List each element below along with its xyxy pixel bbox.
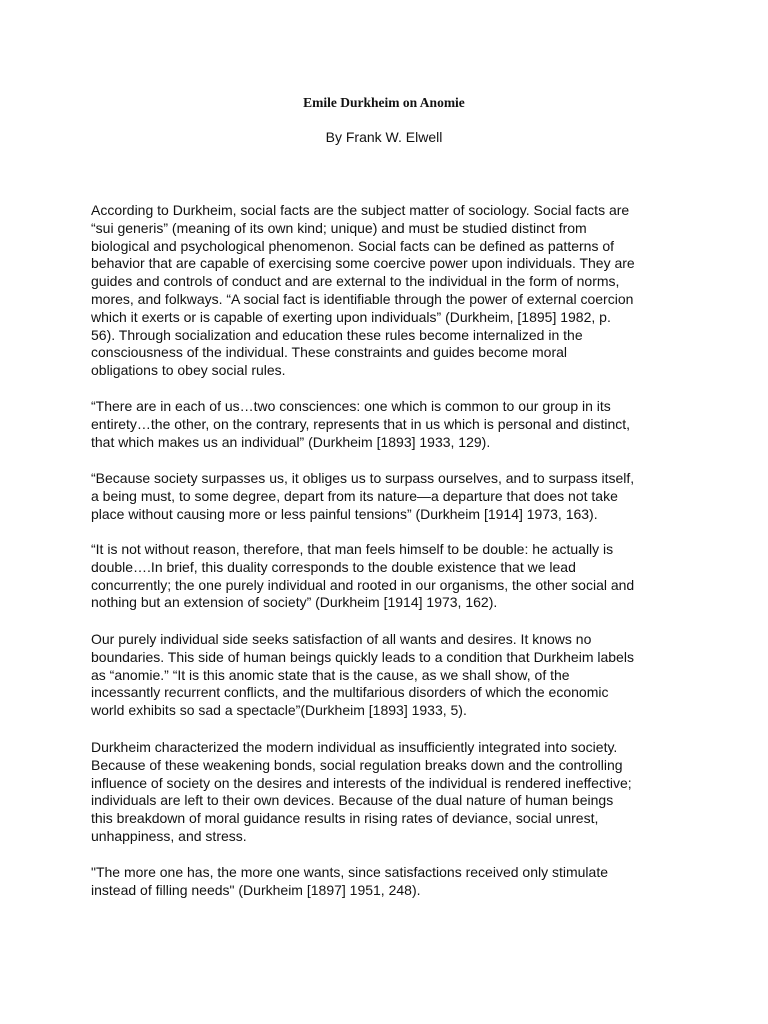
paragraph-modern-individual: Durkheim characterized the modern individual as insufficiently integrated into society. Because of these weakening bonds, social regulation breaks down and the controlling influence of society on the desires and interests of the individual is rendered ineffective; individuals are left to their own devices. Because of the dual nature of human beings this breakdown of moral guidance results in rising rates of deviance, social unrest, unhappiness, and stress.: [91, 739, 632, 844]
author-byline: By Frank W. Elwell: [325, 129, 443, 145]
document-title: Emile Durkheim on Anomie: [303, 95, 465, 110]
paragraph-two-consciences-quote: “There are in each of us…two consciences: one which is common to our group in its entirety…the other, on the contrary, represents that in us which is personal and distinct, that which makes us an individual” (Durkheim [1893] 1933, 129).: [91, 398, 631, 450]
paragraph-anomie: Our purely individual side seeks satisfaction of all wants and desires. It knows no boundaries. This side of human beings quickly leads to a condition that Durkheim labels as “anomie.” “It is this anomic state that is the cause, as we shall show, of the incessantly recurrent conflicts, and the multifarious disorders of which the economic world exhibits so sad a spectacle”(Durkheim [1893] 1933, 5).: [91, 631, 634, 719]
paragraph-man-double-quote: “It is not without reason, therefore, that man feels himself to be double: he actually is double….In brief, this duality corresponds to the double existence that we lead concurrently; the one purely individual and rooted in our organisms, the other social and nothing but an extension of society” (Durkheim [1914] 1973, 162).: [91, 541, 635, 611]
paragraph-social-facts: According to Durkheim, social facts are the subject matter of sociology. Social facts are “sui generis” (meaning of its own kind; unique) and must be studied distinct from biological and psychological phenomenon. Social facts can be defined as patterns of behavior that are capable of exercising some coercive power upon individuals. They are guides and controls of conduct and are external to the individual in the form of norms, mores, and folkways. “A social fact is identifiable through the power of external coercion which it exerts or is capable of exerting upon individuals” (Durkheim, [1895] 1982, p. 56). Through socialization and education these rules become internalized in the consciousness of the individual. These constraints and guides become moral obligations to obey social rules.: [91, 202, 635, 379]
paragraph-society-surpasses-quote: “Because society surpasses us, it obliges us to surpass ourselves, and to surpass itself, a being must, to some degree, depart from its nature—a departure that does not take place without causing more or less painful tensions” (Durkheim [1914] 1973, 163).: [91, 470, 635, 522]
paragraph-more-one-has-quote: "The more one has, the more one wants, since satisfactions received only stimulate instead of filling needs" (Durkheim [1897] 1951, 248).: [91, 864, 609, 898]
